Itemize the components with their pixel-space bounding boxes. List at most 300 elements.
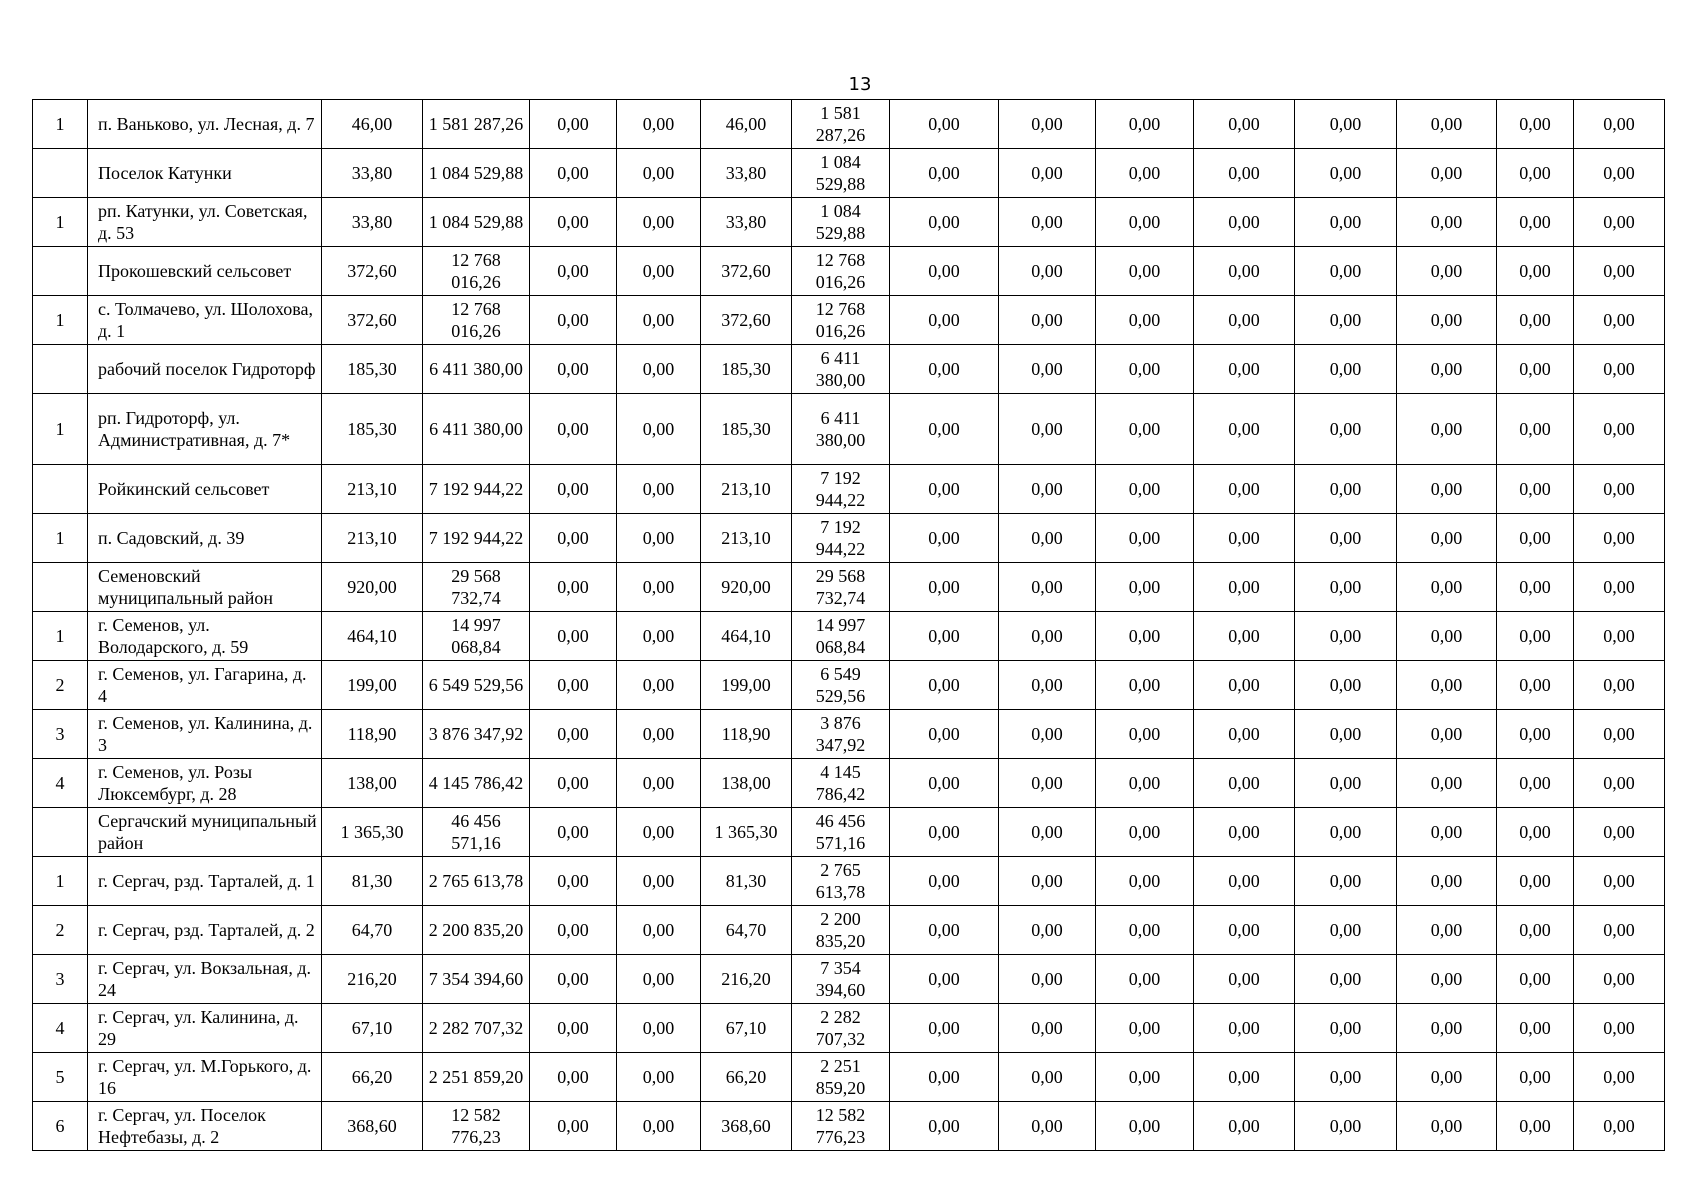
value-cell-v9: 0,00 [1096,857,1194,906]
value-cell-v5: 216,20 [701,955,792,1004]
value-cell-v13: 0,00 [1497,906,1574,955]
value-cell-v4: 0,00 [617,955,701,1004]
value-cell-v8: 0,00 [999,563,1096,612]
value-cell-v10: 0,00 [1194,100,1295,149]
value-cell-v13: 0,00 [1497,1102,1574,1151]
value-cell-v8: 0,00 [999,100,1096,149]
value-cell-v5: 464,10 [701,612,792,661]
value-cell-v3: 0,00 [530,1004,617,1053]
value-cell-v4: 0,00 [617,247,701,296]
value-cell-v5: 46,00 [701,100,792,149]
table-row [33,1102,1665,1151]
value-cell-v1: 46,00 [322,100,423,149]
value-cell-v10: 0,00 [1194,955,1295,1004]
value-cell-v2: 14 997 068,84 [423,612,530,661]
value-cell-v3: 0,00 [530,394,617,465]
value-cell-v12: 0,00 [1397,296,1497,345]
value-cell-v4: 0,00 [617,661,701,710]
value-cell-v1: 199,00 [322,661,423,710]
value-cell-v2: 2 282 707,32 [423,1004,530,1053]
value-cell-v6: 2 251 859,20 [792,1053,890,1102]
row-number-cell: 1 [33,612,88,661]
value-cell-v12: 0,00 [1397,955,1497,1004]
value-cell-v9: 0,00 [1096,296,1194,345]
value-cell-v4: 0,00 [617,759,701,808]
value-cell-v6: 7 354 394,60 [792,955,890,1004]
value-cell-v2: 3 876 347,92 [423,710,530,759]
value-cell-v8: 0,00 [999,612,1096,661]
row-name-cell: г. Сергач, ул. Поселок Нефтебазы, д. 2 [88,1102,322,1151]
value-cell-v7: 0,00 [890,857,999,906]
value-cell-v5: 368,60 [701,1102,792,1151]
value-cell-v14: 0,00 [1574,857,1665,906]
value-cell-v8: 0,00 [999,247,1096,296]
value-cell-v8: 0,00 [999,514,1096,563]
value-cell-v11: 0,00 [1295,857,1397,906]
table-row [33,345,1665,394]
value-cell-v11: 0,00 [1295,394,1397,465]
value-cell-v3: 0,00 [530,710,617,759]
value-cell-v13: 0,00 [1497,514,1574,563]
value-cell-v8: 0,00 [999,906,1096,955]
table-row [33,808,1665,857]
value-cell-v9: 0,00 [1096,612,1194,661]
value-cell-v12: 0,00 [1397,808,1497,857]
value-cell-v3: 0,00 [530,906,617,955]
row-name-cell: рп. Катунки, ул. Советская, д. 53 [88,198,322,247]
value-cell-v3: 0,00 [530,1102,617,1151]
value-cell-v12: 0,00 [1397,514,1497,563]
value-cell-v10: 0,00 [1194,149,1295,198]
value-cell-v1: 64,70 [322,906,423,955]
value-cell-v10: 0,00 [1194,710,1295,759]
value-cell-v2: 7 192 944,22 [423,514,530,563]
value-cell-v4: 0,00 [617,563,701,612]
value-cell-v6: 12 768 016,26 [792,247,890,296]
row-number-cell [33,345,88,394]
value-cell-v4: 0,00 [617,100,701,149]
value-cell-v9: 0,00 [1096,1102,1194,1151]
value-cell-v10: 0,00 [1194,394,1295,465]
value-cell-v13: 0,00 [1497,808,1574,857]
value-cell-v12: 0,00 [1397,857,1497,906]
value-cell-v9: 0,00 [1096,198,1194,247]
table-row [33,759,1665,808]
value-cell-v12: 0,00 [1397,1053,1497,1102]
value-cell-v1: 213,10 [322,514,423,563]
value-cell-v10: 0,00 [1194,563,1295,612]
value-cell-v6: 6 549 529,56 [792,661,890,710]
value-cell-v1: 1 365,30 [322,808,423,857]
value-cell-v6: 1 084 529,88 [792,149,890,198]
value-cell-v9: 0,00 [1096,514,1194,563]
value-cell-v5: 185,30 [701,394,792,465]
value-cell-v13: 0,00 [1497,100,1574,149]
value-cell-v1: 138,00 [322,759,423,808]
value-cell-v2: 12 582 776,23 [423,1102,530,1151]
value-cell-v1: 81,30 [322,857,423,906]
value-cell-v3: 0,00 [530,563,617,612]
value-cell-v10: 0,00 [1194,247,1295,296]
value-cell-v14: 0,00 [1574,759,1665,808]
table-row [33,1004,1665,1053]
value-cell-v6: 7 192 944,22 [792,465,890,514]
row-number-cell: 1 [33,394,88,465]
value-cell-v8: 0,00 [999,345,1096,394]
value-cell-v3: 0,00 [530,661,617,710]
value-cell-v2: 2 200 835,20 [423,906,530,955]
value-cell-v11: 0,00 [1295,661,1397,710]
row-name-cell: г. Сергач, рзд. Тарталей, д. 1 [88,857,322,906]
row-name-cell: Сергачский муниципальный район [88,808,322,857]
value-cell-v14: 0,00 [1574,100,1665,149]
value-cell-v3: 0,00 [530,247,617,296]
value-cell-v10: 0,00 [1194,661,1295,710]
value-cell-v9: 0,00 [1096,149,1194,198]
row-name-cell: Поселок Катунки [88,149,322,198]
value-cell-v9: 0,00 [1096,394,1194,465]
row-number-cell: 4 [33,1004,88,1053]
row-name-cell: г. Семенов, ул. Калинина, д. 3 [88,710,322,759]
value-cell-v2: 1 084 529,88 [423,149,530,198]
value-cell-v8: 0,00 [999,808,1096,857]
value-cell-v8: 0,00 [999,661,1096,710]
value-cell-v12: 0,00 [1397,661,1497,710]
row-number-cell: 1 [33,100,88,149]
value-cell-v4: 0,00 [617,198,701,247]
value-cell-v6: 7 192 944,22 [792,514,890,563]
value-cell-v6: 2 200 835,20 [792,906,890,955]
value-cell-v1: 66,20 [322,1053,423,1102]
value-cell-v12: 0,00 [1397,612,1497,661]
value-cell-v4: 0,00 [617,1053,701,1102]
value-cell-v11: 0,00 [1295,906,1397,955]
page-number: 13 [848,74,872,95]
value-cell-v1: 372,60 [322,296,423,345]
value-cell-v2: 2 765 613,78 [423,857,530,906]
value-cell-v12: 0,00 [1397,149,1497,198]
value-cell-v9: 0,00 [1096,1053,1194,1102]
table-row [33,857,1665,906]
value-cell-v13: 0,00 [1497,394,1574,465]
value-cell-v5: 138,00 [701,759,792,808]
value-cell-v12: 0,00 [1397,345,1497,394]
value-cell-v3: 0,00 [530,198,617,247]
value-cell-v12: 0,00 [1397,100,1497,149]
value-cell-v3: 0,00 [530,857,617,906]
value-cell-v8: 0,00 [999,296,1096,345]
value-cell-v5: 118,90 [701,710,792,759]
value-cell-v12: 0,00 [1397,759,1497,808]
value-cell-v1: 372,60 [322,247,423,296]
value-cell-v13: 0,00 [1497,465,1574,514]
value-cell-v2: 1 581 287,26 [423,100,530,149]
table-row [33,1053,1665,1102]
table-row [33,563,1665,612]
row-name-cell: Прокошевский сельсовет [88,247,322,296]
table-row [33,955,1665,1004]
value-cell-v1: 185,30 [322,394,423,465]
value-cell-v3: 0,00 [530,955,617,1004]
value-cell-v6: 3 876 347,92 [792,710,890,759]
value-cell-v14: 0,00 [1574,1004,1665,1053]
value-cell-v5: 920,00 [701,563,792,612]
value-cell-v5: 81,30 [701,857,792,906]
value-cell-v13: 0,00 [1497,247,1574,296]
value-cell-v1: 118,90 [322,710,423,759]
value-cell-v11: 0,00 [1295,100,1397,149]
row-name-cell: г. Семенов, ул. Розы Люксембург, д. 28 [88,759,322,808]
value-cell-v13: 0,00 [1497,612,1574,661]
value-cell-v14: 0,00 [1574,149,1665,198]
value-cell-v1: 213,10 [322,465,423,514]
value-cell-v4: 0,00 [617,296,701,345]
value-cell-v12: 0,00 [1397,1004,1497,1053]
value-cell-v3: 0,00 [530,514,617,563]
row-number-cell [33,563,88,612]
value-cell-v9: 0,00 [1096,808,1194,857]
value-cell-v14: 0,00 [1574,247,1665,296]
value-cell-v9: 0,00 [1096,563,1194,612]
value-cell-v6: 6 411 380,00 [792,394,890,465]
value-cell-v11: 0,00 [1295,198,1397,247]
row-number-cell: 3 [33,710,88,759]
table-row [33,296,1665,345]
value-cell-v4: 0,00 [617,149,701,198]
value-cell-v9: 0,00 [1096,465,1194,514]
value-cell-v7: 0,00 [890,1053,999,1102]
value-cell-v5: 213,10 [701,465,792,514]
value-cell-v14: 0,00 [1574,1102,1665,1151]
value-cell-v7: 0,00 [890,345,999,394]
value-cell-v2: 46 456 571,16 [423,808,530,857]
value-cell-v7: 0,00 [890,465,999,514]
value-cell-v3: 0,00 [530,100,617,149]
value-cell-v8: 0,00 [999,1102,1096,1151]
value-cell-v9: 0,00 [1096,906,1194,955]
value-cell-v10: 0,00 [1194,857,1295,906]
value-cell-v7: 0,00 [890,759,999,808]
value-cell-v9: 0,00 [1096,247,1194,296]
value-cell-v7: 0,00 [890,661,999,710]
row-name-cell: рп. Гидроторф, ул. Административная, д. 7* [88,394,322,465]
value-cell-v14: 0,00 [1574,955,1665,1004]
value-cell-v7: 0,00 [890,710,999,759]
value-cell-v8: 0,00 [999,1004,1096,1053]
row-number-cell [33,808,88,857]
row-number-cell: 2 [33,661,88,710]
value-cell-v11: 0,00 [1295,612,1397,661]
table-row [33,247,1665,296]
value-cell-v3: 0,00 [530,345,617,394]
value-cell-v13: 0,00 [1497,198,1574,247]
value-cell-v2: 12 768 016,26 [423,247,530,296]
value-cell-v13: 0,00 [1497,710,1574,759]
value-cell-v5: 1 365,30 [701,808,792,857]
value-cell-v8: 0,00 [999,198,1096,247]
value-cell-v6: 14 997 068,84 [792,612,890,661]
value-cell-v12: 0,00 [1397,465,1497,514]
value-cell-v5: 66,20 [701,1053,792,1102]
value-cell-v2: 6 411 380,00 [423,345,530,394]
value-cell-v12: 0,00 [1397,198,1497,247]
value-cell-v2: 12 768 016,26 [423,296,530,345]
row-name-cell: п. Ваньково, ул. Лесная, д. 7 [88,100,322,149]
value-cell-v4: 0,00 [617,710,701,759]
value-cell-v7: 0,00 [890,514,999,563]
value-cell-v11: 0,00 [1295,296,1397,345]
value-cell-v2: 7 354 394,60 [423,955,530,1004]
row-number-cell [33,247,88,296]
value-cell-v11: 0,00 [1295,1004,1397,1053]
value-cell-v10: 0,00 [1194,345,1295,394]
value-cell-v9: 0,00 [1096,710,1194,759]
value-cell-v14: 0,00 [1574,1053,1665,1102]
value-cell-v3: 0,00 [530,808,617,857]
row-name-cell: с. Толмачево, ул. Шолохова, д. 1 [88,296,322,345]
value-cell-v6: 2 282 707,32 [792,1004,890,1053]
value-cell-v12: 0,00 [1397,394,1497,465]
value-cell-v14: 0,00 [1574,345,1665,394]
value-cell-v4: 0,00 [617,394,701,465]
value-cell-v10: 0,00 [1194,296,1295,345]
row-number-cell: 3 [33,955,88,1004]
row-name-cell: Семеновский муниципальный район [88,563,322,612]
value-cell-v7: 0,00 [890,808,999,857]
value-cell-v7: 0,00 [890,612,999,661]
value-cell-v1: 67,10 [322,1004,423,1053]
row-name-cell: г. Сергач, рзд. Тарталей, д. 2 [88,906,322,955]
value-cell-v2: 6 411 380,00 [423,394,530,465]
value-cell-v10: 0,00 [1194,808,1295,857]
value-cell-v6: 12 768 016,26 [792,296,890,345]
value-cell-v4: 0,00 [617,1004,701,1053]
row-name-cell: п. Садовский, д. 39 [88,514,322,563]
value-cell-v7: 0,00 [890,100,999,149]
value-cell-v2: 4 145 786,42 [423,759,530,808]
value-cell-v4: 0,00 [617,808,701,857]
value-cell-v13: 0,00 [1497,563,1574,612]
value-cell-v3: 0,00 [530,149,617,198]
value-cell-v14: 0,00 [1574,465,1665,514]
table-row [33,100,1665,149]
value-cell-v9: 0,00 [1096,1004,1194,1053]
value-cell-v10: 0,00 [1194,465,1295,514]
value-cell-v1: 33,80 [322,198,423,247]
row-number-cell: 5 [33,1053,88,1102]
value-cell-v12: 0,00 [1397,710,1497,759]
table-row [33,465,1665,514]
value-cell-v6: 29 568 732,74 [792,563,890,612]
value-cell-v4: 0,00 [617,1102,701,1151]
value-cell-v11: 0,00 [1295,1053,1397,1102]
row-number-cell: 1 [33,198,88,247]
row-number-cell: 4 [33,759,88,808]
value-cell-v7: 0,00 [890,1004,999,1053]
value-cell-v1: 464,10 [322,612,423,661]
value-cell-v1: 920,00 [322,563,423,612]
value-cell-v7: 0,00 [890,247,999,296]
value-cell-v11: 0,00 [1295,247,1397,296]
value-cell-v13: 0,00 [1497,857,1574,906]
value-cell-v2: 7 192 944,22 [423,465,530,514]
row-name-cell: г. Семенов, ул. Володарского, д. 59 [88,612,322,661]
value-cell-v4: 0,00 [617,465,701,514]
value-cell-v8: 0,00 [999,1053,1096,1102]
row-number-cell: 1 [33,514,88,563]
value-cell-v11: 0,00 [1295,710,1397,759]
value-cell-v13: 0,00 [1497,296,1574,345]
value-cell-v14: 0,00 [1574,296,1665,345]
row-name-cell: рабочий поселок Гидроторф [88,345,322,394]
value-cell-v7: 0,00 [890,906,999,955]
value-cell-v11: 0,00 [1295,514,1397,563]
value-cell-v8: 0,00 [999,955,1096,1004]
value-cell-v13: 0,00 [1497,149,1574,198]
value-cell-v1: 368,60 [322,1102,423,1151]
value-cell-v7: 0,00 [890,563,999,612]
value-cell-v12: 0,00 [1397,1102,1497,1151]
value-cell-v6: 6 411 380,00 [792,345,890,394]
value-cell-v10: 0,00 [1194,1053,1295,1102]
value-cell-v8: 0,00 [999,857,1096,906]
value-cell-v6: 2 765 613,78 [792,857,890,906]
value-cell-v7: 0,00 [890,149,999,198]
row-number-cell [33,465,88,514]
value-cell-v5: 33,80 [701,149,792,198]
value-cell-v8: 0,00 [999,710,1096,759]
value-cell-v2: 6 549 529,56 [423,661,530,710]
value-cell-v4: 0,00 [617,514,701,563]
value-cell-v3: 0,00 [530,465,617,514]
value-cell-v11: 0,00 [1295,563,1397,612]
table-row [33,149,1665,198]
value-cell-v12: 0,00 [1397,906,1497,955]
table-row [33,906,1665,955]
value-cell-v8: 0,00 [999,394,1096,465]
value-cell-v4: 0,00 [617,906,701,955]
value-cell-v7: 0,00 [890,296,999,345]
value-cell-v5: 67,10 [701,1004,792,1053]
value-cell-v10: 0,00 [1194,906,1295,955]
value-cell-v11: 0,00 [1295,149,1397,198]
value-cell-v14: 0,00 [1574,661,1665,710]
value-cell-v1: 185,30 [322,345,423,394]
value-cell-v6: 12 582 776,23 [792,1102,890,1151]
table-row [33,394,1665,465]
value-cell-v13: 0,00 [1497,1004,1574,1053]
row-name-cell: г. Сергач, ул. Вокзальная, д. 24 [88,955,322,1004]
value-cell-v14: 0,00 [1574,906,1665,955]
value-cell-v11: 0,00 [1295,808,1397,857]
value-cell-v4: 0,00 [617,612,701,661]
row-number-cell: 6 [33,1102,88,1151]
value-cell-v2: 2 251 859,20 [423,1053,530,1102]
value-cell-v9: 0,00 [1096,759,1194,808]
value-cell-v14: 0,00 [1574,710,1665,759]
table-body [33,100,1665,1151]
value-cell-v9: 0,00 [1096,955,1194,1004]
table-row [33,612,1665,661]
value-cell-v13: 0,00 [1497,345,1574,394]
value-cell-v11: 0,00 [1295,955,1397,1004]
value-cell-v7: 0,00 [890,955,999,1004]
value-cell-v13: 0,00 [1497,759,1574,808]
value-cell-v5: 64,70 [701,906,792,955]
value-cell-v11: 0,00 [1295,1102,1397,1151]
row-name-cell: г. Семенов, ул. Гагарина, д. 4 [88,661,322,710]
value-cell-v3: 0,00 [530,759,617,808]
